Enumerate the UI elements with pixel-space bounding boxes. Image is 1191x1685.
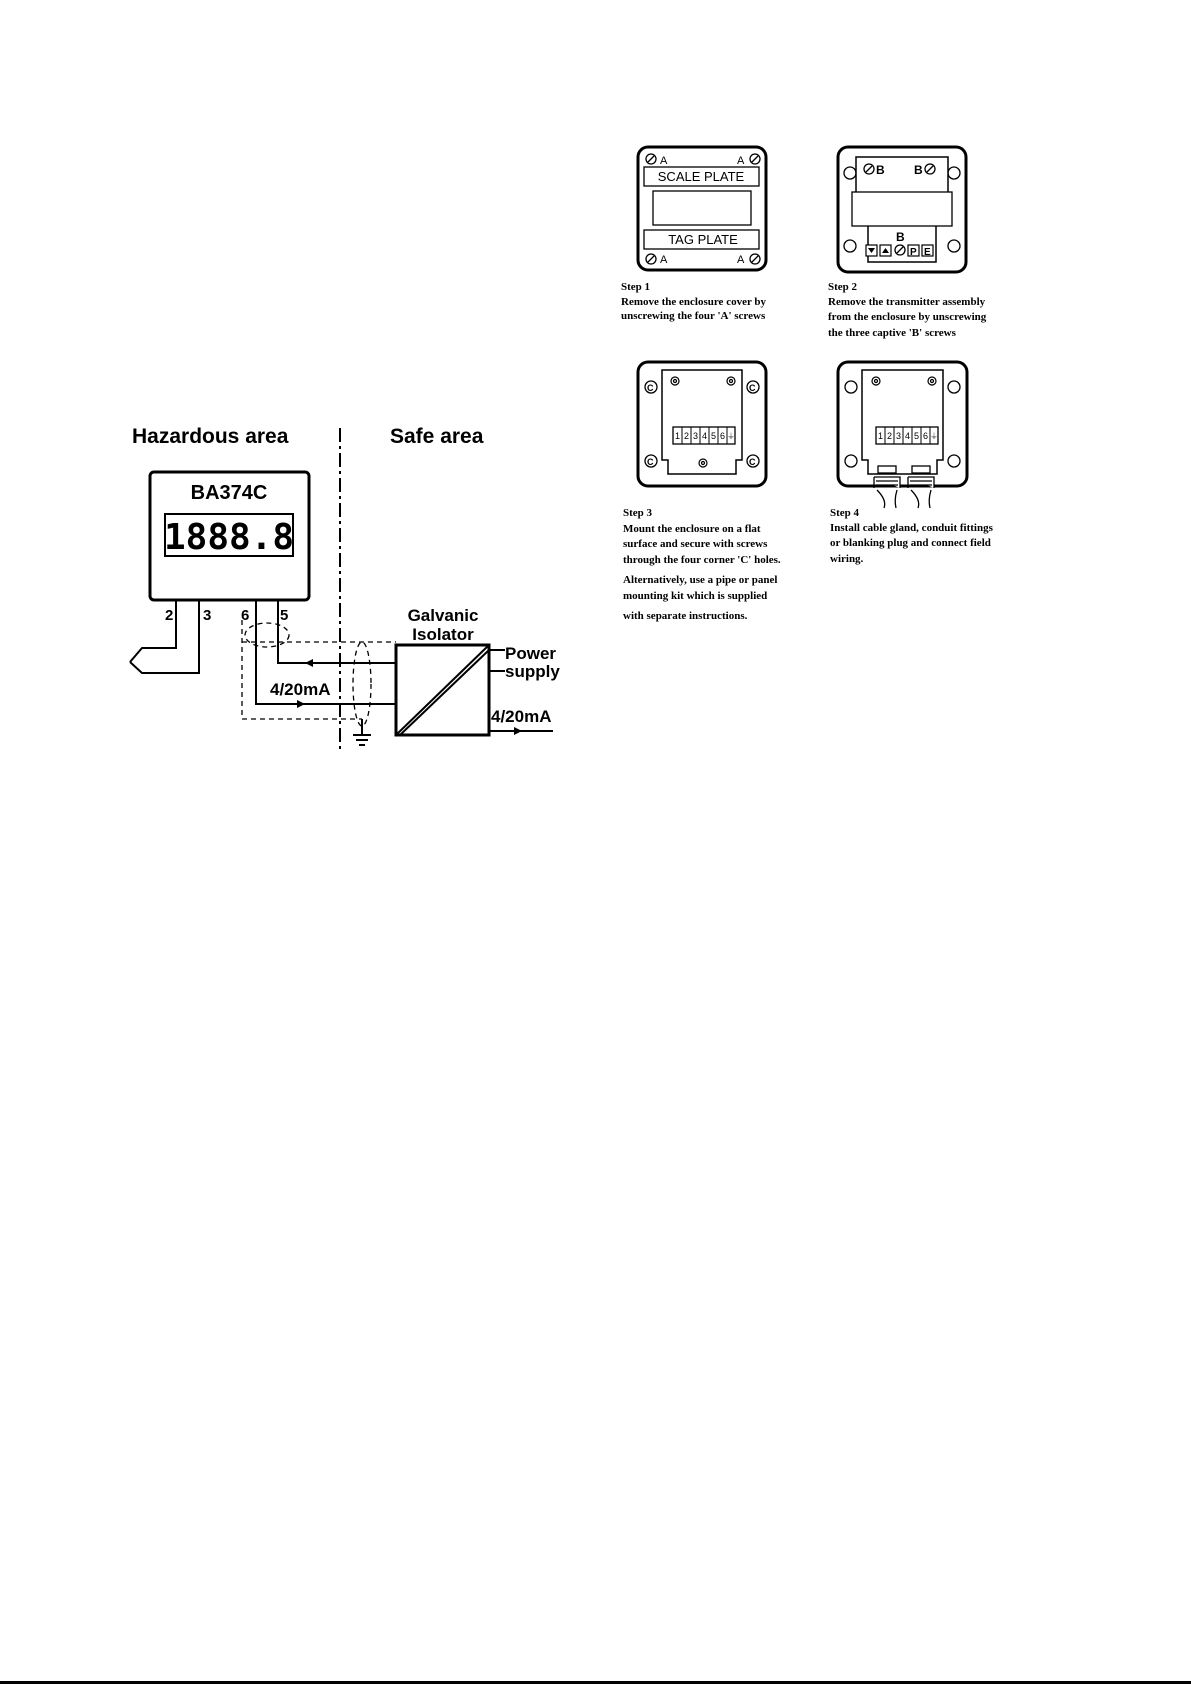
- step3-alt-line-1: Alternatively, use a pipe or panel: [623, 574, 778, 586]
- step1-screw-letter-bl: A: [660, 254, 668, 266]
- step1-title: Step 1: [621, 281, 651, 293]
- step4-terminal-1: 1: [877, 431, 884, 441]
- isolator-label-2: Isolator: [412, 625, 474, 644]
- step2-screw-letter-tl: B: [876, 163, 885, 177]
- step1-tag-plate-label: TAG PLATE: [668, 232, 738, 247]
- step2-title: Step 2: [828, 281, 858, 293]
- step1-display-window: [653, 191, 751, 225]
- step3-text-line-3: through the four corner 'C' holes.: [623, 554, 781, 566]
- loop-current-label: 4/20mA: [270, 680, 331, 699]
- step3-terminal-6: 6: [719, 431, 726, 441]
- step1-screw-letter-tr: A: [737, 155, 745, 167]
- step3-alt-line-2: mounting kit which is supplied: [623, 590, 768, 602]
- wiring-diagram: [130, 425, 560, 752]
- step4-terminal-earth: ⏚: [930, 432, 938, 441]
- step2-text-line-2: from the enclosure by unscrewing: [828, 311, 987, 323]
- current-arrow-upper: [305, 659, 313, 667]
- step1-figure: [638, 147, 766, 270]
- step2-figure: [838, 147, 966, 272]
- output-current-label: 4/20mA: [491, 707, 552, 726]
- step4-terminal-6: 6: [922, 431, 929, 441]
- step2-screw-letter-tr: B: [914, 163, 923, 177]
- step3-terminal-earth: ⏚: [727, 432, 735, 441]
- power-label-2: supply: [505, 662, 560, 681]
- step1-screw-letter-tl: A: [660, 155, 668, 167]
- step2-button-p: P: [910, 247, 917, 258]
- step3-text-line-1: Mount the enclosure on a flat: [623, 523, 761, 535]
- step1-text-line-1: Remove the enclosure cover by: [621, 296, 767, 308]
- step4-text-line-1: Install cable gland, conduit fittings: [830, 522, 993, 534]
- step3-figure: [638, 362, 766, 486]
- step2-display-window: [852, 192, 952, 226]
- step3-terminal-3: 3: [692, 431, 699, 441]
- step3-corner-letter-bl: C: [647, 457, 654, 467]
- step2-button-e: E: [924, 247, 931, 258]
- step2-text-line-1: Remove the transmitter assembly: [828, 296, 986, 308]
- step4-terminal-4: 4: [904, 431, 911, 441]
- terminal-6-label: 6: [241, 607, 250, 624]
- current-arrow-lower: [297, 700, 305, 708]
- step1-text-line-2: unscrewing the four 'A' screws: [621, 310, 766, 322]
- step3-alt-line-3: with separate instructions.: [623, 610, 748, 622]
- step1-screw-letter-br: A: [737, 254, 745, 266]
- step2-screw-letter-bottom: B: [896, 230, 905, 244]
- step4-terminal-2: 2: [886, 431, 893, 441]
- step3-terminal-5: 5: [710, 431, 717, 441]
- step3-corner-letter-tr: C: [749, 383, 756, 393]
- step2-text-line-3: the three captive 'B' screws: [828, 327, 956, 339]
- step3-corner-letter-tl: C: [647, 383, 654, 393]
- safe-area-label: Safe area: [390, 425, 484, 448]
- output-arrow: [514, 727, 522, 735]
- terminal-2-label: 2: [165, 607, 174, 624]
- step4-terminal-5: 5: [913, 431, 920, 441]
- step4-text-line-2: or blanking plug and connect field: [830, 537, 991, 549]
- cable-screen: [242, 620, 396, 726]
- step4-enclosure: [838, 362, 967, 486]
- step3-corner-letter-br: C: [749, 457, 756, 467]
- terminal-3-label: 3: [203, 607, 212, 624]
- step4-text-line-3: wiring.: [830, 553, 864, 565]
- terminal-5-label: 5: [280, 607, 289, 624]
- step3-title: Step 3: [623, 507, 653, 519]
- step4-figure: [838, 362, 967, 508]
- step3-text-line-2: surface and secure with screws: [623, 538, 768, 550]
- step4-title: Step 4: [830, 507, 860, 519]
- display-reading: 1888.8: [163, 517, 295, 558]
- power-label-1: Power: [505, 644, 557, 663]
- earth-ground-symbol: [353, 719, 371, 745]
- step3-terminal-2: 2: [683, 431, 690, 441]
- step4-terminal-3: 3: [895, 431, 902, 441]
- step1-scale-plate-label: SCALE PLATE: [657, 169, 745, 184]
- power-supply-wiring: [489, 650, 505, 671]
- instrument-model: BA374C: [190, 482, 268, 504]
- hazardous-area-label: Hazardous area: [132, 425, 289, 448]
- isolator-label-1: Galvanic: [407, 606, 479, 625]
- step3-terminal-1: 1: [674, 431, 681, 441]
- step3-terminal-4: 4: [701, 431, 708, 441]
- page-bottom-rule: [0, 1681, 1191, 1684]
